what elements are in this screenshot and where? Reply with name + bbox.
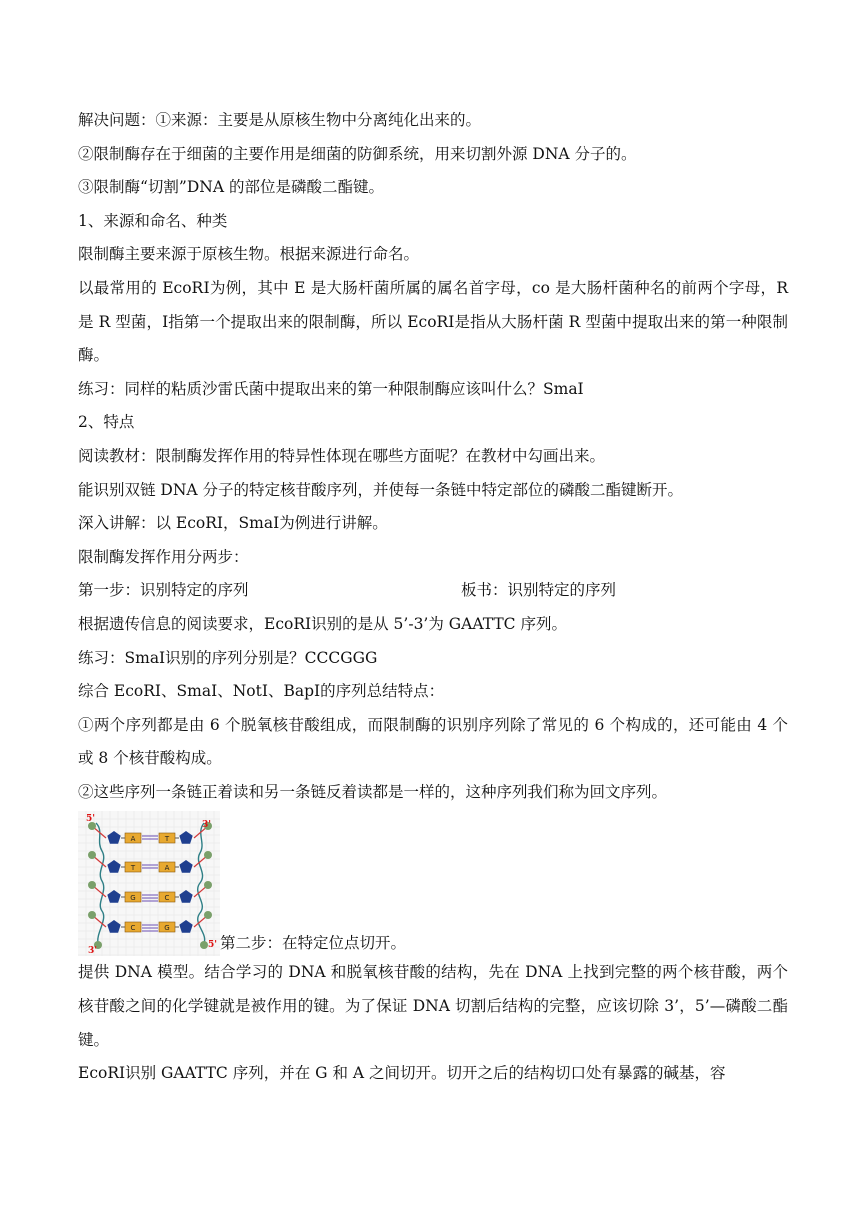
- base-right-label: G: [164, 924, 170, 933]
- phosphate-right: [204, 881, 212, 889]
- base-left-label: T: [130, 864, 136, 873]
- text-line: ③限制酶“切割”DNA 的部位是磷酸二酯键。: [78, 178, 384, 197]
- strand-end-label: 3': [88, 946, 98, 957]
- text-line: 练习：同样的粘质沙雷氏菌中提取出来的第一种限制酶应该叫什么？SmaⅠ: [78, 379, 584, 398]
- base-right-label: C: [164, 894, 170, 903]
- strand-end-label: 5': [86, 814, 96, 825]
- document-page: [78, 104, 788, 1091]
- phosphate-right: [204, 851, 212, 859]
- phosphate-right: [204, 911, 212, 919]
- text-line: 练习：SmaⅠ识别的序列分别是？CCCGGG: [78, 648, 378, 667]
- dna-structure-image: [78, 811, 220, 956]
- base-right-label: T: [164, 835, 170, 844]
- step-two-text: 第二步：在特定位点切开。: [220, 933, 407, 952]
- phosphate-right: [200, 941, 208, 949]
- phosphate-left: [88, 851, 96, 859]
- base-right-label: A: [164, 864, 170, 873]
- dna-figure-block: [78, 811, 788, 956]
- strand-end-label: 5': [208, 940, 218, 951]
- base-left-label: C: [130, 924, 136, 933]
- step-one-text: 第一步：识别特定的序列: [78, 581, 249, 600]
- text-line: 深入讲解：以 EcoRⅠ，SmaⅠ为例进行讲解。: [78, 514, 388, 533]
- text-line: 阅读教材：限制酶发挥作用的特异性体现在哪些方面呢？在教材中勾画出来。: [78, 446, 606, 465]
- step-line: [78, 574, 788, 608]
- text-line: 能识别双链 DNA 分子的特定核苷酸序列，并使每一条链中特定部位的磷酸二酯键断开。: [78, 480, 684, 499]
- board-note-text: 板书：识别特定的序列: [461, 581, 617, 600]
- base-left-label: A: [130, 835, 136, 844]
- strand-end-label: 3': [202, 820, 212, 831]
- text-line: 限制酶主要来源于原核生物。根据来源进行命名。: [78, 245, 420, 264]
- base-left-label: G: [130, 894, 136, 903]
- text-paragraph: 提供 DNA 模型。结合学习的 DNA 和脱氧核苷酸的结构，先在 DNA 上找到完整的两个核苷酸，两个核苷酸之间的化学键就是被作用的键。为了保证 DNA 切割后结构的完整，应该切除 3’，5’—磷酸二酯键。: [78, 963, 788, 1049]
- phosphate-left: [88, 911, 96, 919]
- text-line: ②限制酶存在于细菌的主要作用是细菌的防御系统，用来切割外源 DNA 分子的。: [78, 144, 637, 163]
- text-line: 解决问题：①来源：主要是从原核生物中分离纯化出来的。: [78, 111, 482, 129]
- text-line: EcoRⅠ识别 GAATTC 序列，并在 G 和 A 之间切开。切开之后的结构切口处有暴露的碱基，容: [78, 1064, 726, 1083]
- text-line: 限制酶发挥作用分两步：: [78, 547, 249, 566]
- section-heading: 2、特点: [78, 413, 135, 432]
- text-line: 综合 EcoRⅠ、SmaⅠ、NotI、BapⅠ的序列总结特点：: [78, 682, 445, 701]
- text-paragraph: 以最常用的 EcoRⅠ为例，其中 E 是大肠杆菌所属的属名首字母，co 是大肠杆菌种名的前两个字母，R 是 R 型菌，Ⅰ指第一个提取出来的限制酶，所以 EcoRⅠ是指从大肠杆菌 R 型菌中提取出来的第一种限制酶。: [78, 278, 788, 365]
- text-line: 根据遗传信息的阅读要求，EcoRⅠ识别的是从 5’-3’为 GAATTC 序列。: [78, 614, 567, 633]
- phosphate-left: [88, 881, 96, 889]
- section-heading: 1、来源和命名、种类: [78, 211, 228, 230]
- text-paragraph: ①两个序列都是由 6 个脱氧核苷酸组成，而限制酶的识别序列除了常见的 6 个构成的，还可能由 4 个或 8 个核苷酸构成。: [78, 715, 788, 768]
- text-line: ②这些序列一条链正着读和另一条链反着读都是一样的，这种序列我们称为回文序列。: [78, 782, 668, 801]
